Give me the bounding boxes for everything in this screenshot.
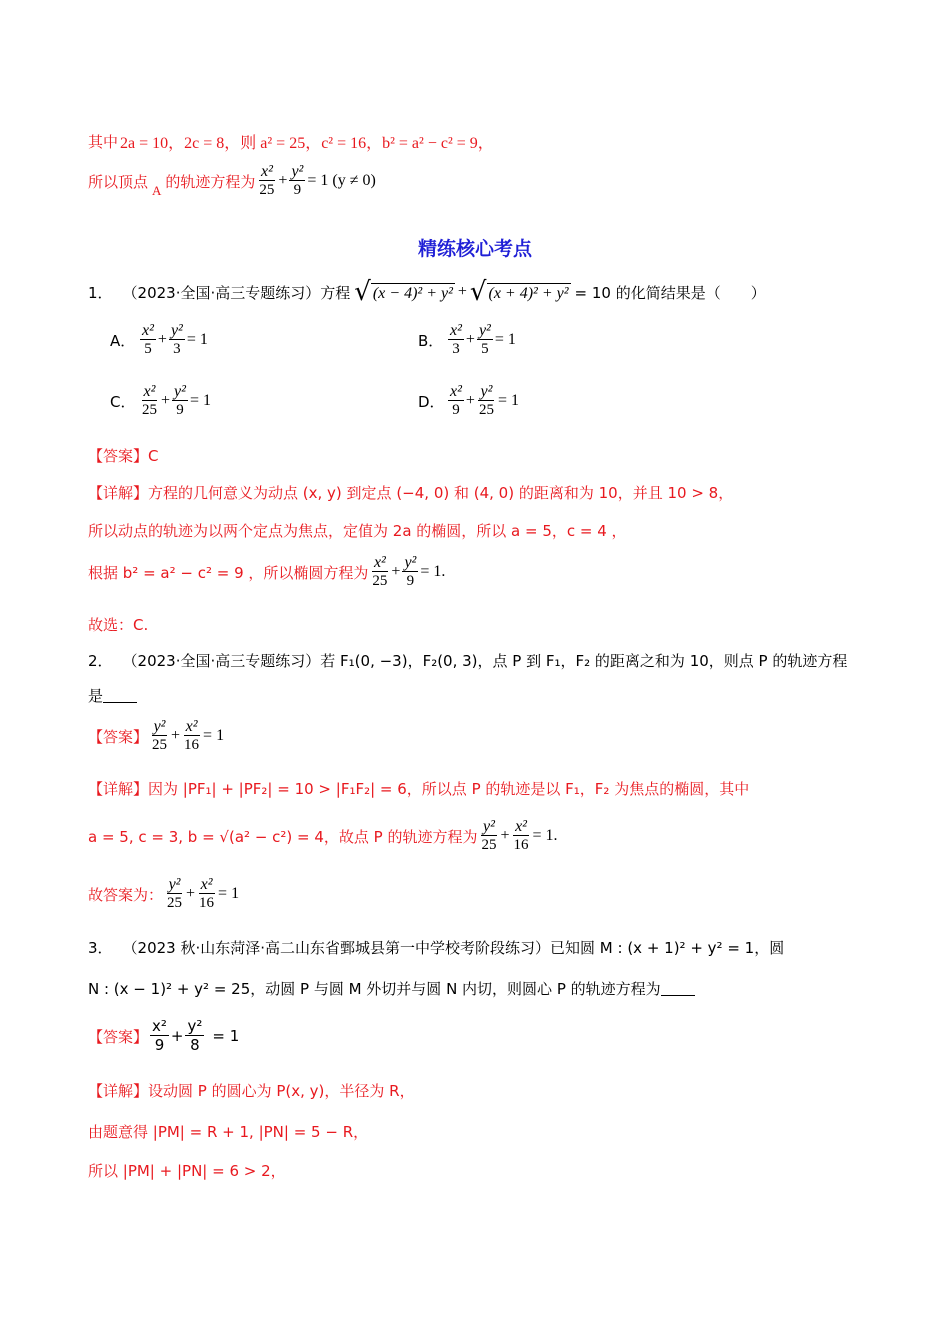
frac-num: x² [515, 818, 527, 835]
q2-conclusion [88, 876, 239, 912]
frac-num: x² [142, 322, 154, 339]
frac-den: 16 [184, 737, 200, 753]
option-frac-1 [140, 383, 159, 419]
q3-detail-2 [88, 1121, 368, 1142]
answer-tag: 【答案】 [88, 727, 149, 746]
plus-sign: + [278, 172, 288, 189]
q1-option-d[interactable] [418, 383, 519, 419]
frac-num: y² [483, 818, 495, 835]
q2-stem-2 [88, 685, 137, 706]
frac [185, 1018, 204, 1054]
q1-tail: = 10 的化简结果是（ ） [574, 283, 766, 302]
conclusion-text: 故选：C. [88, 616, 149, 634]
q2-stem-1 [88, 650, 847, 671]
detail-text: a = 5, c = 3, b = √(a² − c²) = 4，故点 P 的轨迹方程为 [88, 827, 478, 846]
plus-sign: + [465, 331, 475, 348]
frac-num: x² [200, 876, 213, 893]
section-title: 精练核心考点 [417, 238, 532, 260]
detail-text: 由题意得 |PM| = R + 1, |PN| = 5 − R， [88, 1123, 369, 1141]
frac-den: 9 [154, 1036, 165, 1054]
q3-text: （2023 秋·山东菏泽·高二山东省鄄城县第一中学校考阶段练习）已知圆 M : (x + 1)² + y² = 1，圆 [122, 939, 785, 957]
detail-text: 根据 b² = a² − c² = 9 ，所以椭圆方程为 [88, 563, 369, 582]
sqrt-body: (x + 4)² + y² [488, 285, 569, 302]
frac-num: y² [478, 322, 491, 339]
q3-detail-3 [88, 1160, 286, 1181]
top-line-2-prefix: 所以顶点 [88, 172, 149, 191]
plus-sign: + [186, 885, 196, 902]
answer-blank [103, 688, 137, 703]
plus-sign: + [465, 392, 475, 409]
frac-den: 9 [176, 402, 184, 418]
q1-source: （2023·全国·高三专题练习）方程 [122, 283, 351, 302]
eq-tail: = 1. [420, 563, 446, 580]
frac [370, 554, 389, 590]
frac-den: 16 [199, 895, 215, 911]
frac-num: y² [170, 322, 183, 339]
frac-num: y² [168, 876, 181, 893]
frac-num: x² [152, 1017, 167, 1035]
frac-num: x² [143, 383, 156, 400]
q2-answer [88, 718, 224, 754]
q2-detail-1 [88, 778, 749, 799]
frac [182, 718, 201, 754]
option-frac-2 [477, 383, 496, 419]
q2-text: （2023·全国·高三专题练习）若 F₁(0, −3)，F₂(0, 3)，点 P 到 F₁，F₂ 的距离之和为 10，则点 P 的轨迹方程 [122, 652, 848, 670]
q1-stem [88, 277, 766, 307]
frac-den: 9 [406, 573, 415, 589]
q3-detail-1 [88, 1080, 415, 1101]
fraction-x [257, 163, 276, 199]
plus-sign: + [500, 827, 510, 844]
frac-den: 25 [372, 573, 388, 589]
q3-text: N : (x − 1)² + y² = 25，动圆 P 与圆 M 外切并与圆 N 内切，则圆心 P 的轨迹方程为 [88, 980, 661, 998]
sqrt-term-2: √ (x + 4)² + y² [469, 277, 569, 307]
q1-detail-3 [88, 554, 445, 590]
option-rhs: = 1 [186, 331, 208, 348]
frac-den: 9 [452, 402, 460, 418]
sqrt-body: (x − 4)² + y² [372, 285, 453, 302]
frac-num: y² [174, 383, 186, 400]
q2-text: 是 [88, 687, 104, 705]
plus-sign: + [457, 283, 467, 300]
q1-answer [88, 445, 159, 466]
frac-num: x² [260, 163, 273, 180]
eq-tail: = 1 [212, 1027, 240, 1045]
frac-num: y² [187, 1017, 203, 1035]
option-label: C． [110, 392, 136, 411]
q1-detail-1 [88, 482, 733, 503]
eq-tail: = 1 [218, 885, 240, 902]
eq-tail: = 1. [532, 827, 558, 844]
option-rhs: = 1 [494, 331, 516, 348]
frac-den: 9 [293, 182, 302, 198]
q1-option-a[interactable] [110, 322, 208, 358]
detail-tag: 【详解】 [88, 484, 149, 502]
frac-den: 3 [173, 341, 181, 357]
answer-tag: 【答案】 [88, 1027, 149, 1046]
frac-den: 3 [452, 341, 460, 357]
option-frac-2 [172, 383, 188, 419]
frac-num: x² [185, 718, 198, 735]
q1-conclusion [88, 614, 148, 635]
frac [480, 818, 499, 854]
q1-option-b[interactable] [418, 322, 516, 358]
detail-text: 方程的几何意义为动点 (x, y) 到定点 (−4, 0) 和 (4, 0) 的距离和为 10，并且 10 > 8， [148, 484, 734, 502]
plus-sign: + [391, 563, 401, 580]
frac-den: 25 [152, 737, 168, 753]
detail-text: 设动圆 P 的圆心为 P(x, y)，半径为 R， [148, 1082, 415, 1100]
q3-number: 3． [88, 939, 113, 957]
option-rhs: = 1 [497, 392, 519, 409]
frac [197, 876, 216, 912]
top-line-1-prefix: 其中 [88, 133, 119, 151]
fraction-y [289, 163, 305, 199]
option-rhs: = 1 [189, 392, 211, 409]
q3-stem-2 [88, 978, 695, 999]
frac-den: 5 [481, 341, 489, 357]
q1-number: 1． [88, 283, 113, 302]
frac [150, 1018, 169, 1054]
option-label: D． [418, 392, 445, 411]
frac-num: y² [291, 163, 304, 180]
answer-blank [661, 981, 695, 996]
frac-den: 5 [144, 341, 152, 357]
detail-text: 所以动点的轨迹为以两个定点为焦点，定值为 2a 的椭圆，所以 a = 5，c = 4 ， [88, 522, 627, 540]
plus-sign: + [171, 727, 181, 744]
option-label: B． [418, 331, 444, 350]
plus-sign: + [170, 1027, 184, 1045]
q1-detail-2 [88, 520, 627, 541]
q3-answer [88, 1018, 239, 1054]
eq-tail: = 1 [203, 727, 225, 744]
option-frac-1 [140, 322, 156, 358]
frac-num: y² [404, 554, 417, 571]
frac-den: 25 [481, 837, 497, 853]
top-line-2-mid: 的轨迹方程为 [165, 172, 256, 191]
option-label: A． [110, 331, 136, 350]
frac-den: 16 [513, 837, 529, 853]
detail-text: 因为 |PF₁| + |PF₂| = 10 > |F₁F₂| = 6，所以点 P 的轨迹是以 F₁，F₂ 为焦点的椭圆，其中 [148, 780, 750, 798]
frac-den: 25 [167, 895, 183, 911]
option-frac-2 [169, 322, 185, 358]
detail-tag: 【详解】 [88, 780, 149, 798]
top-line-1-expr: 2a = 10，2c = 8，则 a² = 25，c² = 16，b² = a² − c² = 9， [120, 135, 494, 152]
answer-tag: 【答案】 [88, 447, 149, 465]
option-frac-2 [477, 322, 493, 358]
top-line-1 [88, 130, 494, 153]
q1-option-c[interactable] [110, 383, 211, 419]
frac-den: 25 [478, 402, 494, 418]
frac-den: 8 [190, 1036, 200, 1054]
detail-text: 所以 |PM| + |PN| = 6 > 2， [88, 1162, 286, 1180]
top-line-2-tail: = 1 (y ≠ 0) [307, 172, 376, 189]
vertex-label: A [152, 183, 162, 198]
frac [150, 718, 169, 754]
plus-sign: + [157, 331, 167, 348]
conclusion-text: 故答案为： [88, 885, 164, 904]
answer-value: C [148, 446, 159, 465]
option-frac-1 [448, 322, 464, 358]
frac-num: x² [450, 383, 462, 400]
sqrt-term-1: √ (x − 4)² + y² [354, 277, 453, 307]
frac [165, 876, 184, 912]
q2-number: 2． [88, 652, 113, 670]
q2-detail-2 [88, 818, 558, 854]
frac-den: 25 [142, 402, 157, 418]
detail-tag: 【详解】 [88, 1082, 149, 1100]
q3-stem-1 [88, 937, 784, 958]
frac [402, 554, 418, 590]
frac-num: y² [153, 718, 166, 735]
frac-num: y² [480, 383, 493, 400]
frac-num: x² [373, 554, 386, 571]
plus-sign: + [161, 392, 171, 409]
frac-num: x² [450, 322, 462, 339]
frac [512, 818, 531, 854]
frac-den: 25 [259, 182, 275, 198]
top-line-2 [88, 163, 376, 199]
option-frac-1 [448, 383, 464, 419]
